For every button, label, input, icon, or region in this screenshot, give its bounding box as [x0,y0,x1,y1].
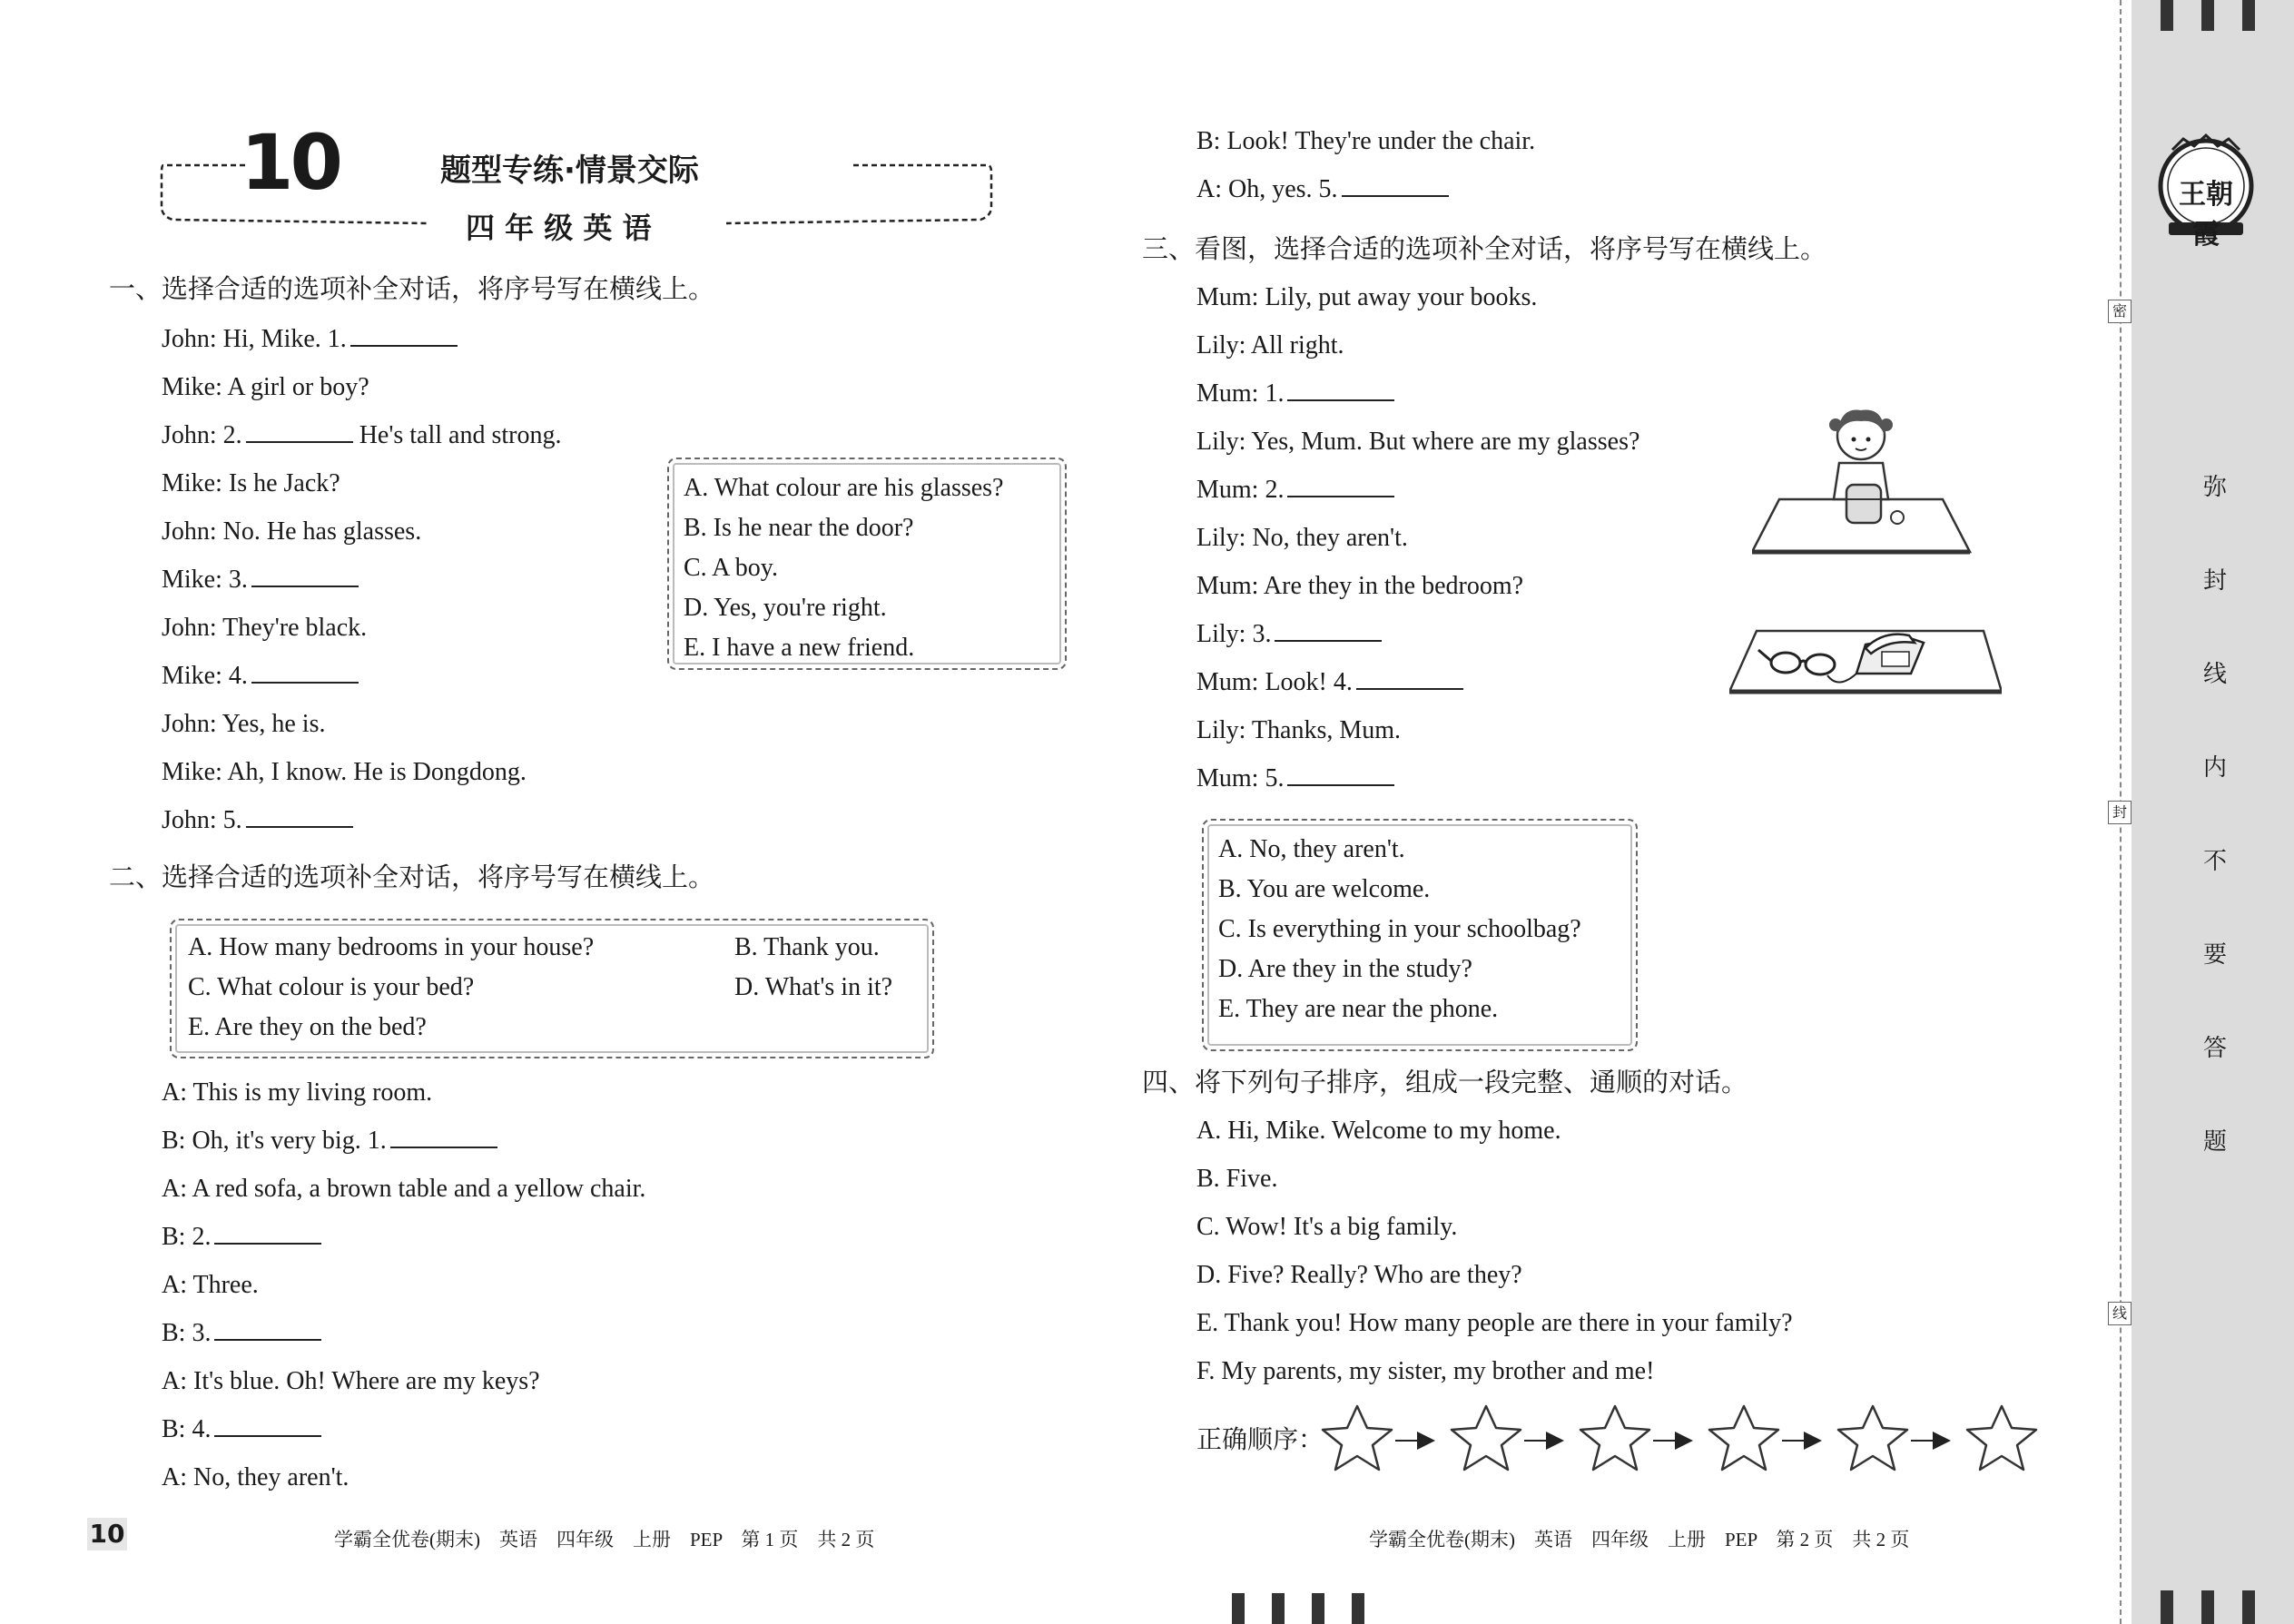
dialogue-line: Mum: Are they in the bedroom? [1196,572,1524,600]
sentence-item: C. Wow! It's a big family. [1196,1213,1458,1241]
option-item: E. I have a new friend. [684,634,915,662]
sentence-item: F. My parents, my sister, my brother and me! [1196,1357,1655,1385]
registration-mark [1272,1593,1285,1624]
dialogue-line: Mum: Look! 4. [1196,666,1463,699]
warning-char: 弥 [2202,474,2227,501]
registration-mark [2201,1590,2214,1624]
dialogue-line: Mike: Ah, I know. He is Dongdong. [162,758,527,786]
dialogue-line: A: It's blue. Oh! Where are my keys? [162,1367,540,1395]
section3-options-box [1202,819,1638,1051]
answer-blank[interactable] [1342,173,1449,197]
answer-blank[interactable] [214,1221,321,1245]
dialogue-line: Lily: Yes, Mum. But where are my glasses? [1196,428,1640,456]
registration-mark [2242,0,2255,31]
answer-blank[interactable] [1356,666,1463,690]
dialogue-line: Mike: Is he Jack? [162,469,340,497]
answer-blank[interactable] [390,1125,497,1148]
option-item: E. Are they on the bed? [188,1013,427,1041]
option-item: D. Yes, you're right. [684,594,887,622]
dialogue-line: Mum: 5. [1196,763,1394,795]
dialogue-line: A: A red sofa, a brown table and a yellow chair. [162,1175,646,1203]
section2-heading: 二、选择合适的选项补全对话，将序号写在横线上。 [109,861,715,892]
footer-right: 学霸全优卷(期末) 英语 四年级 上册 PEP 第 2 页 共 2 页 [1369,1529,1910,1550]
dialogue-line: John: 2. He's tall and strong. [162,421,562,449]
order-label: 正确顺序： [1196,1424,1324,1454]
option-item: B. Thank you. [734,933,880,961]
warning-char: 题 [2202,1128,2227,1156]
dialogue-line: Mike: A girl or boy? [162,373,369,401]
page-title: 题型专练·情景交际 [440,153,699,189]
dialogue-line: Lily: Thanks, Mum. [1196,716,1402,744]
option-item: C. Is everything in your schoolbag? [1218,915,1581,943]
star-answer-slot[interactable] [1838,1406,1907,1470]
dialogue-line: John: No. He has glasses. [162,517,422,546]
option-item: B. You are welcome. [1218,875,1431,903]
dialogue-line: B: Look! They're under the chair. [1196,127,1536,155]
section4-heading: 四、将下列句子排序，组成一段完整、通顺的对话。 [1142,1067,1748,1097]
star-answer-slot[interactable] [1580,1406,1649,1470]
star-answer-slot[interactable] [1452,1406,1521,1470]
unit-number: 10 [241,118,340,207]
registration-mark [1232,1593,1245,1624]
dialogue-line: John: Yes, he is. [162,710,326,738]
section1-heading: 一、选择合适的选项补全对话，将序号写在横线上。 [109,273,715,304]
dialogue-line: Mike: 3. [162,564,359,596]
order-stars-row [1321,1403,2047,1475]
subject-label: 四 年 级 英 语 [466,211,652,245]
dialogue-line: Mum: 2. [1196,474,1394,507]
registration-mark [2161,1590,2173,1624]
dialogue-line: Lily: No, they aren't. [1196,524,1408,552]
registration-mark [2201,0,2214,31]
option-item: A. What colour are his glasses? [684,474,1004,502]
seal-marker: 线 [2108,1302,2132,1325]
dialogue-line: John: Hi, Mike. 1. [162,323,458,356]
dialogue-line: John: They're black. [162,614,368,642]
sentence-item: E. Thank you! How many people are there in your family? [1196,1309,1793,1337]
answer-blank[interactable] [214,1317,321,1341]
footer-left: 学霸全优卷(期末) 英语 四年级 上册 PEP 第 1 页 共 2 页 [334,1529,875,1550]
answer-blank[interactable] [1287,474,1394,497]
registration-mark [1312,1593,1324,1624]
dialogue-line: B: 3. [162,1317,321,1350]
brand-logo [2156,132,2256,250]
option-item: B. Is he near the door? [684,514,914,542]
dialogue-line: Lily: 3. [1196,618,1382,651]
sentence-item: D. Five? Really? Who are they? [1196,1261,1522,1289]
answer-blank[interactable] [251,660,359,684]
dialogue-line: A: Three. [162,1271,259,1299]
answer-blank[interactable] [1287,763,1394,786]
dialogue-line: A: Oh, yes. 5. [1196,173,1449,206]
warning-char: 要 [2202,941,2227,969]
sentence-item: B. Five. [1196,1165,1278,1193]
answer-blank[interactable] [246,419,353,443]
seal-marker: 密 [2108,300,2132,323]
option-item: D. Are they in the study? [1218,955,1472,983]
dialogue-line: Mike: 4. [162,660,359,693]
warning-char: 不 [2202,848,2227,875]
dialogue-line: John: 5. [162,804,353,837]
warning-char: 内 [2202,754,2227,782]
dialogue-line: Lily: All right. [1196,331,1344,359]
brand-logo-text: 王朝霞 [2179,180,2233,250]
warning-char: 封 [2202,567,2227,595]
answer-blank[interactable] [350,323,458,347]
star-answer-slot[interactable] [1323,1406,1392,1470]
registration-mark [2242,1590,2255,1624]
option-item: E. They are near the phone. [1218,995,1499,1023]
sentence-item: A. Hi, Mike. Welcome to my home. [1196,1117,1561,1145]
girl-with-schoolbag-illustration [1752,399,1979,563]
option-item: A. No, they aren't. [1218,835,1405,863]
dialogue-line: A: This is my living room. [162,1078,433,1107]
warning-char: 答 [2202,1035,2227,1062]
dialogue-line: A: No, they aren't. [162,1463,350,1491]
answer-blank[interactable] [214,1413,321,1437]
section1-options-box [667,458,1067,670]
section3-heading: 三、看图，选择合适的选项补全对话，将序号写在横线上。 [1142,233,1827,264]
answer-blank[interactable] [251,564,359,587]
registration-mark [1352,1593,1364,1624]
option-item: C. What colour is your bed? [188,973,475,1001]
dialogue-line: B: Oh, it's very big. 1. [162,1125,497,1157]
answer-blank[interactable] [1287,378,1394,401]
star-answer-slot[interactable] [1709,1406,1778,1470]
option-item: C. A boy. [684,554,778,582]
dialogue-line: B: 4. [162,1413,321,1446]
page-number-badge: 10 [87,1518,127,1550]
star-answer-slot[interactable] [1967,1406,2036,1470]
registration-mark [2161,0,2173,31]
option-item: A. How many bedrooms in your house? [188,933,595,961]
glasses-and-phone-illustration [1729,617,2002,708]
section2-options-box [170,919,934,1058]
dialogue-line: Mum: Lily, put away your books. [1196,283,1538,311]
answer-blank[interactable] [246,804,353,828]
dialogue-line: Mum: 1. [1196,378,1394,410]
warning-char: 线 [2202,661,2227,688]
answer-blank[interactable] [1275,618,1382,642]
option-item: D. What's in it? [734,973,893,1001]
seal-marker: 封 [2108,801,2132,824]
dialogue-line: B: 2. [162,1221,321,1254]
